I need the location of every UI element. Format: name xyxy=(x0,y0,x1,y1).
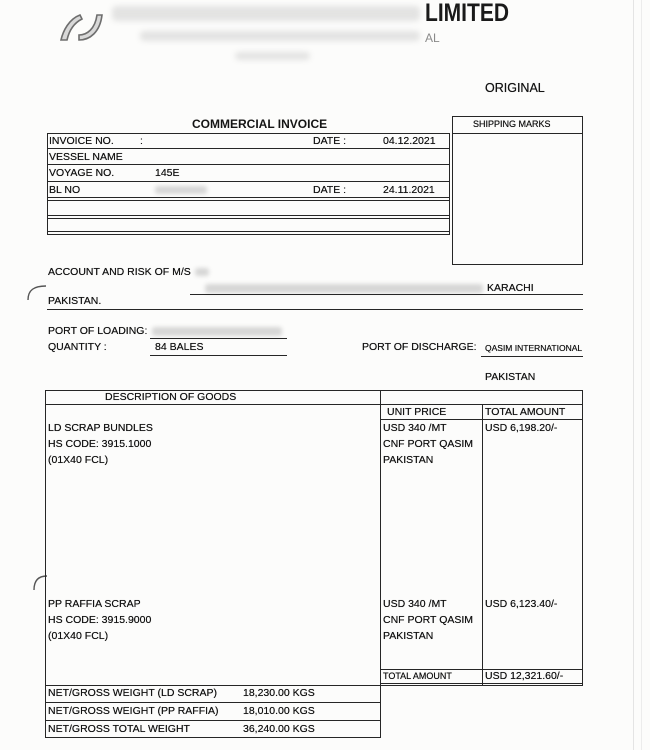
bl-no-label: BL NO xyxy=(49,184,81,196)
port-of-loading-label: PORT OF LOADING: xyxy=(48,325,148,337)
port-of-discharge-value: QASIM INTERNATIONAL xyxy=(485,343,583,353)
invoice-date-value: 04.12.2021 xyxy=(383,135,436,147)
rule-line xyxy=(380,683,583,684)
weight-label: NET/GROSS WEIGHT (PP RAFFIA) xyxy=(48,705,219,717)
column-divider xyxy=(380,390,381,686)
quantity-value: 84 BALES xyxy=(155,341,204,353)
faded-letterhead-contact xyxy=(235,52,310,60)
rule-line xyxy=(47,218,450,219)
invoice-no-separator: : xyxy=(140,135,143,147)
rule-line xyxy=(47,164,450,165)
rule-line xyxy=(47,148,450,149)
voyage-no-value: 145E xyxy=(155,167,180,179)
weight-value: 18,230.00 KGS xyxy=(243,687,315,699)
column-divider xyxy=(482,404,483,686)
document-title: COMMERCIAL INVOICE xyxy=(192,117,328,131)
grand-total-value: USD 12,321.60/- xyxy=(485,670,564,682)
company-name-suffix: LIMITED xyxy=(425,0,509,28)
redacted-consignee-name xyxy=(195,268,209,276)
grand-total-label: TOTAL AMOUNT xyxy=(383,671,452,681)
redacted-consignee-address xyxy=(205,284,483,293)
invoice-no-label: INVOICE NO. xyxy=(49,135,114,147)
item-price-terms: CNF PORT QASIM xyxy=(383,438,474,450)
rule-line xyxy=(47,200,450,201)
bl-date-value: 24.11.2021 xyxy=(383,184,435,196)
quantity-label: QUANTITY : xyxy=(48,341,107,353)
item-hs-code: HS CODE: 3915.9000 xyxy=(48,614,152,626)
item-unit-price: USD 340 /MT xyxy=(383,422,447,434)
goods-table xyxy=(45,390,583,686)
underline xyxy=(481,356,583,357)
company-logo-icon xyxy=(57,9,109,45)
item-price-country: PAKISTAN xyxy=(383,454,434,466)
item-description: LD SCRAP BUNDLES xyxy=(48,422,153,434)
item-container: (01X40 FCL) xyxy=(48,454,109,466)
underline xyxy=(150,355,287,356)
invoice-date-label: DATE : xyxy=(313,135,347,147)
consignee-country: PAKISTAN. xyxy=(48,295,102,307)
faded-letterhead-name xyxy=(112,6,420,21)
item-total: USD 6,198.20/- xyxy=(485,422,558,434)
weight-label: NET/GROSS WEIGHT (LD SCRAP) xyxy=(48,687,217,699)
shipping-marks-box xyxy=(452,116,583,265)
vessel-name-label: VESSEL NAME xyxy=(49,151,123,163)
total-amount-header: TOTAL AMOUNT xyxy=(485,406,566,418)
rule-line xyxy=(47,181,450,182)
total-weight-label: NET/GROSS TOTAL WEIGHT xyxy=(48,723,190,735)
voyage-no-label: VOYAGE NO. xyxy=(49,167,115,179)
shipping-marks-label: SHIPPING MARKS xyxy=(473,119,551,129)
underline xyxy=(47,309,583,310)
item-total: USD 6,123.40/- xyxy=(485,598,558,610)
letterhead-address-fragment: AL xyxy=(425,31,440,45)
underline xyxy=(150,338,287,339)
item-unit-price: USD 340 /MT xyxy=(383,598,447,610)
item-price-country: PAKISTAN xyxy=(383,630,434,642)
copy-label: ORIGINAL xyxy=(485,81,545,95)
rule-line xyxy=(47,215,450,216)
rule-line xyxy=(380,419,583,420)
scan-edge-line xyxy=(633,0,634,750)
consignee-city: KARACHI xyxy=(487,282,534,294)
rule-line xyxy=(45,702,381,703)
port-of-discharge-country: PAKISTAN xyxy=(485,371,536,383)
underline xyxy=(190,294,583,295)
item-container: (01X40 FCL) xyxy=(48,630,109,642)
rule-line xyxy=(47,197,450,198)
rule-line xyxy=(47,231,450,232)
weight-value: 18,010.00 KGS xyxy=(243,705,315,717)
total-weight-value: 36,240.00 KGS xyxy=(243,723,315,735)
item-hs-code: HS CODE: 3915.1000 xyxy=(48,438,152,450)
description-header: DESCRIPTION OF GOODS xyxy=(105,391,237,403)
rule-line xyxy=(452,133,583,134)
scan-edge-line xyxy=(641,0,642,750)
rule-line xyxy=(45,404,583,405)
redacted-bl-number xyxy=(155,186,207,194)
redacted-port-of-loading xyxy=(152,327,282,336)
port-of-discharge-label: PORT OF DISCHARGE: xyxy=(362,341,477,353)
consignee-label: ACCOUNT AND RISK OF M/S xyxy=(48,266,191,278)
unit-price-header: UNIT PRICE xyxy=(387,406,447,418)
bl-date-label: DATE : xyxy=(313,184,347,196)
item-price-terms: CNF PORT QASIM xyxy=(383,614,474,626)
faded-letterhead-address xyxy=(140,31,420,41)
item-description: PP RAFFIA SCRAP xyxy=(48,598,141,610)
rule-line xyxy=(45,720,381,721)
